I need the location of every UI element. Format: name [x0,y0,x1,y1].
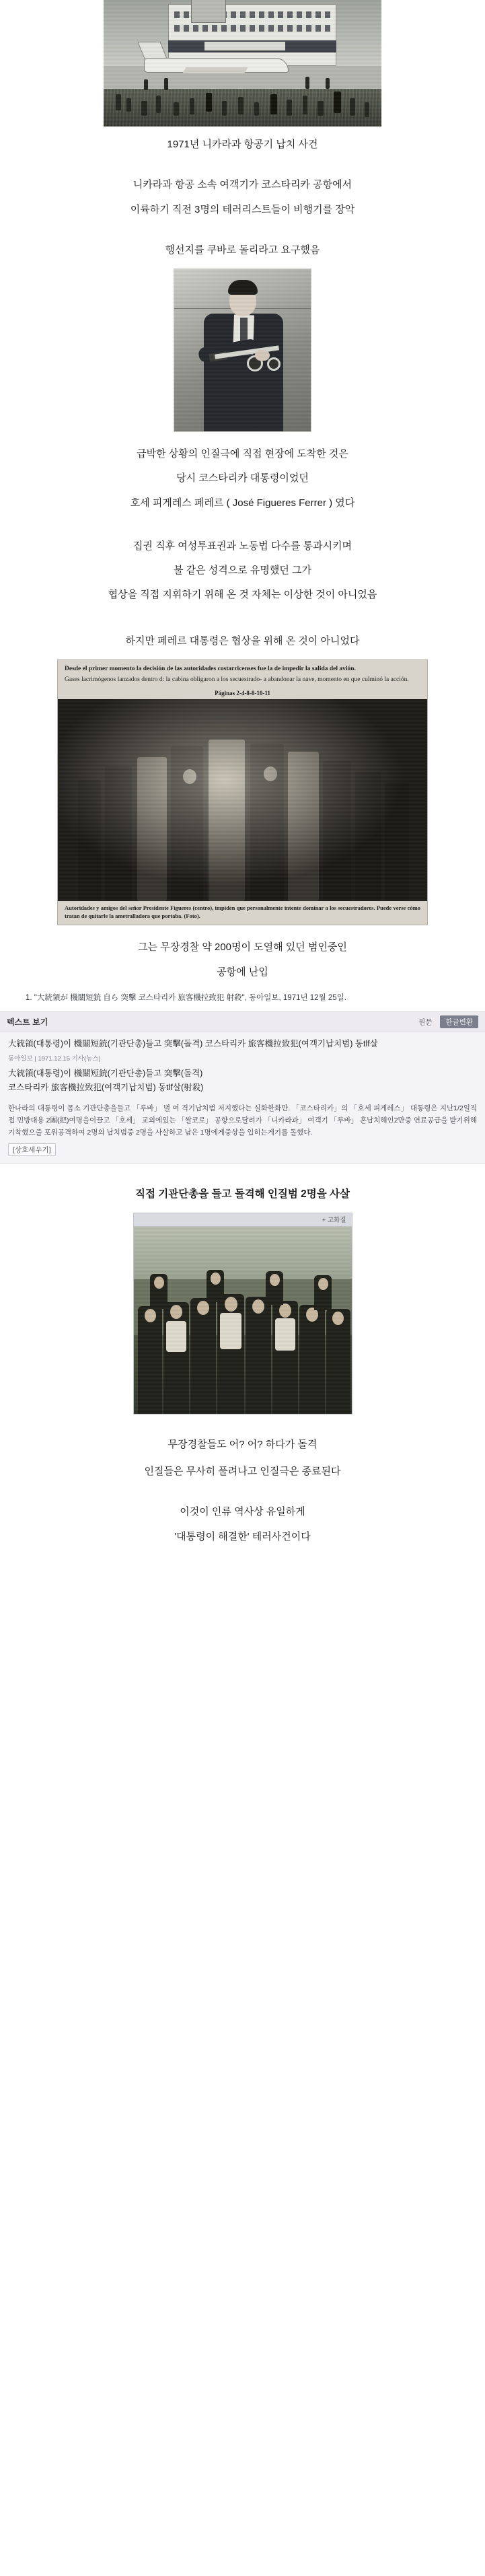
article-headline-sub-2: 코스타리카 旅客機拉致犯(여객기납치범) 동tlf살(射殺) [8,1083,204,1093]
paragraph-3-line-3: 호세 피게레스 페레르 ( José Figueres Ferrer ) 였다 [130,497,355,509]
footnote [0,988,485,1011]
mode-original-button[interactable]: 원문 [418,1017,433,1026]
text-view-title: 텍스트 보기 [7,1017,48,1027]
paragraph-8: 인질들은 무사히 풀려나고 인질극은 종료된다 [144,1466,341,1478]
paragraph-5: 하지만 페레르 대통령은 협상을 위해 온 것이 아니었다 [125,635,360,647]
newspaper-lead-1: Desde el primer momento la decisión de las autoridades costarricenses fue la de impedir la salida del avión. [65,665,356,672]
mode-korean-button[interactable]: 한글변환 [440,1015,478,1028]
newspaper-photo-caption: Autoridades y amigos del señor Presidente Figueres (centro), impiden que personalmente intente dominar a los secuestradores. Puede verse cómo tratan de quitarle la ametralladora que portaba. (Foto). [58,901,427,925]
photo-airport-hijacking-scene [0,0,485,127]
footnote-marker: 1. [26,993,32,1002]
paragraph-1-line-1: 니카라과 항공 소속 여객기가 코스타리카 공항에서 [133,179,352,191]
text-view-widget[interactable] [0,1011,485,1164]
headline-bold: 직접 기관단총을 들고 돌격해 인질범 2명을 사살 [135,1188,350,1200]
article-source-meta: 동아일보 | 1971.12.15 기사(뉴스) [8,1055,101,1063]
paragraph-3-line-1: 급박한 상황의 인질극에 직접 현장에 도착한 것은 [137,448,348,460]
zoom-icon-label[interactable]: + 고화질 [322,1217,346,1225]
paragraph-6-line-1: 그는 무장경찰 약 200명이 도열해 있던 범인중인 [138,941,347,954]
text-view-header [0,1012,485,1032]
article-tag[interactable]: [상호세우기] [8,1143,56,1156]
paragraph-1-line-2: 이륙하기 직전 3명의 테러리스트들이 비행기를 장악 [130,203,355,215]
paragraph-4-line-3: 협상을 직접 지휘하기 위해 온 것 자체는 이상한 것이 아니었음 [108,589,377,601]
photo-toolbar[interactable] [133,1213,352,1226]
newspaper-lead-2: Gases lacrimógenos lanzados dentro d: la cabina obligaron a los secuestrado- a abandonar la nave, momento en que culminó la acción. [65,676,409,683]
article-body-text: 한나라의 대통령이 몸소 기관단총을들고 「루바」 벌 여 격기납치범 저지했다는 실화한화만. 「코스타리카」의 「호세 피게레스」 대통령은 지난1/2일직접 민방대용 2團(把)여명을이끌고 「호세」 교외에있는 「쌀코로」 공항으로달려가 「니카라과」 여객기 「루바」 혼납치해인2만중 연료공급을 받기위해 기착했으줄 포위공격하여 2명의 납치범중 2명을 사살하고 남은 1명에게중상을 입히는게기를 돌했다. [8,1104,477,1137]
paragraph-6-line-2: 공항에 난입 [217,966,268,978]
newspaper-page-numbers: Páginas 2-4-8-8-10-11 [58,688,427,699]
paragraph-4-line-2: 불 같은 성격으로 유명했던 그가 [173,565,312,576]
paragraph-7: 무장경찰들도 어? 어? 하다가 돌격 [167,1438,318,1450]
article-headline-line: 大統領(대통령)이 機關短銃(기관단총)들고 突擊(돌격) 코스타리카 旅客機拉致犯(여객기납치범) 동tlf살 [8,1038,378,1048]
paragraph-9-line-1: 이것이 인류 역사상 유일하게 [180,1506,305,1518]
photo-figueres-with-submachine-gun [0,269,485,432]
caption-photo1: 1971년 니카라과 항공기 납치 사건 [167,139,318,150]
article-headline-sub-1: 大統領(대통령)이 機關短銃(기관단총)들고 突擊(돌격) [8,1069,203,1079]
paragraph-4-line-1: 집권 직후 여성투표권과 노동법 다수를 통과시키며 [133,540,352,552]
footnote-text-japanese: "大統領が 機關短銃 自ら 突擊 코스타리카 旅客機拉致犯 射殺" [34,993,245,1002]
paragraph-9-line-2: '대통령이 해결한' 테러사건이다 [174,1530,311,1542]
footnote-text-korean: , 동아일보, 1971년 12월 25일. [244,993,346,1002]
paragraph-2: 행선지를 쿠바로 돌리라고 요구했음 [165,244,320,256]
paragraph-3-line-2: 당시 코스타리카 대통령이었던 [176,472,309,485]
photo-newspaper-clipping [0,659,485,926]
photo-group-after-rescue [0,1213,485,1415]
